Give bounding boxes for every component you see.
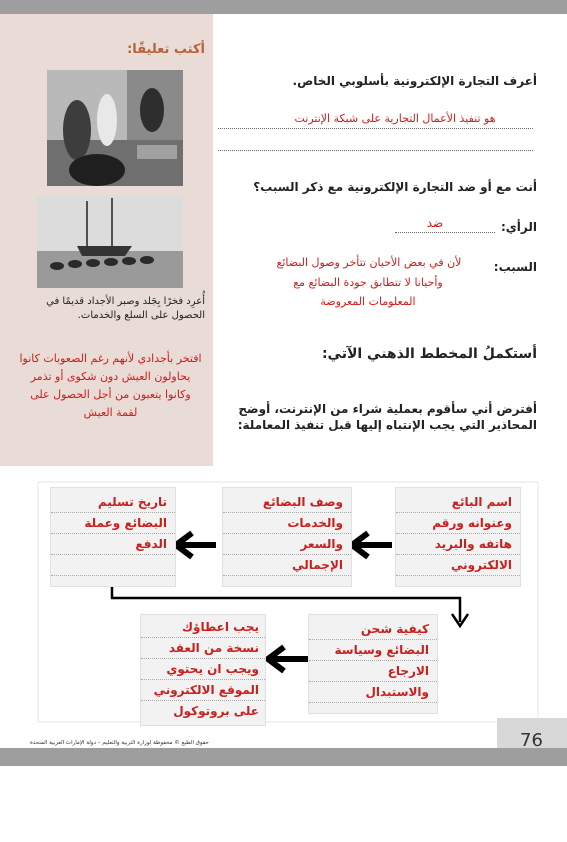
q1-answer-line-2 (218, 150, 533, 151)
box3-line3[interactable]: الدفع (51, 534, 175, 555)
opinion-label: الرأي: (501, 220, 537, 234)
bottom-bar (0, 748, 567, 766)
q1-answer[interactable]: هو تنفيذ الأعمال التجارية على شبكة الإنترنت (294, 112, 496, 125)
box5-line4[interactable]: الموقع الالكتروني (141, 680, 265, 701)
box2-line3[interactable]: والسعر (223, 534, 351, 555)
box1-line4[interactable]: الالكتروني (396, 555, 520, 576)
box4-line4[interactable]: والاستبدال (309, 682, 437, 703)
caravan-photo-image (37, 196, 183, 288)
market-photo (47, 70, 183, 186)
box3-line1[interactable]: تاريخ تسليم (51, 488, 175, 513)
box5-line2[interactable]: نسخة من العقد (141, 638, 265, 659)
mindmap-box-4 (308, 614, 438, 714)
box5-line1[interactable]: يجب اعطاؤك (141, 615, 265, 638)
question-1: أعرف التجارة الإلكترونية بأسلوبي الخاص. (292, 74, 537, 88)
box1-line1[interactable]: اسم البائع (396, 488, 520, 513)
box5-line5[interactable]: على بروتوكول (173, 704, 259, 718)
question-2: أنت مع أو ضد التجارة الإلكترونية مع ذكر السبب؟ (253, 180, 537, 194)
mindmap-box-3 (50, 487, 176, 587)
page-number: 76 (520, 730, 543, 751)
sidebar-handwritten-answer[interactable]: افتخر بأجدادي لأنهم رغم الصعوبات كانوا يحاولون العيش دون شكوى أو تذمر وكانوا يتعبون من أجل الحصول على لقمة العيش (19, 352, 202, 419)
reason-answer-line3[interactable]: المعلومات المعروضة (320, 295, 416, 308)
opinion-line (395, 232, 495, 233)
copyright-footer: حقوق الطبع © محفوظة لوزارة التربية والتعليم – دولة الإمارات العربية المتحدة (30, 740, 209, 746)
q1-answer-line (218, 128, 533, 129)
box5-line3[interactable]: ويجب ان يحتوي (141, 659, 265, 680)
sidebar-title: أكتب تعليقًا: (127, 42, 205, 57)
mindmap-prompt-line1: أفترض أني سأقوم بعملية شراء من الإنترنت، أوضح (238, 402, 537, 416)
box3-blank-line[interactable] (51, 555, 175, 576)
reason-answer-line1[interactable]: لأن في بعض الأحيان تتأخر وصول البضائع (276, 256, 462, 269)
mindmap-box-1 (395, 487, 521, 587)
box1-line2[interactable]: وعنوانه ورقم (396, 513, 520, 534)
box2-line4[interactable]: الإجمالي (223, 555, 351, 576)
reason-answer-line2[interactable]: وأحيانا لا تتطابق جودة البضائع مع (293, 276, 443, 289)
box2-line2[interactable]: والخدمات (223, 513, 351, 534)
box4-line3[interactable]: الارجاع (309, 661, 437, 682)
reason-label: السبب: (493, 260, 537, 274)
top-bar (0, 0, 567, 14)
mindmap-box-2 (222, 487, 352, 587)
box4-line1[interactable]: كيفية شحن (309, 615, 437, 640)
mindmap-box-5 (140, 614, 266, 726)
box1-line3[interactable]: هاتفه والبريد (396, 534, 520, 555)
caravan-photo (37, 196, 183, 288)
market-photo-image (47, 70, 183, 186)
mindmap-heading: أستكملُ المخطط الذهني الآتي: (321, 346, 537, 362)
box4-line2[interactable]: البضائع وسياسة (309, 640, 437, 661)
box3-line2[interactable]: البضائع وعملة (51, 513, 175, 534)
sidebar-caption: أُعرِد فخرًا بِجَلد وصبر الأجداد قديمًا في الحصول على السلع والخدمات. (46, 296, 205, 321)
mindmap-prompt-line2: المحاذير التي يجب الإنتباه إليها قبل تنفيذ المعاملة: (237, 418, 537, 432)
box2-line1[interactable]: وصف البضائع (223, 488, 351, 513)
opinion-answer[interactable]: ضد (426, 216, 444, 230)
